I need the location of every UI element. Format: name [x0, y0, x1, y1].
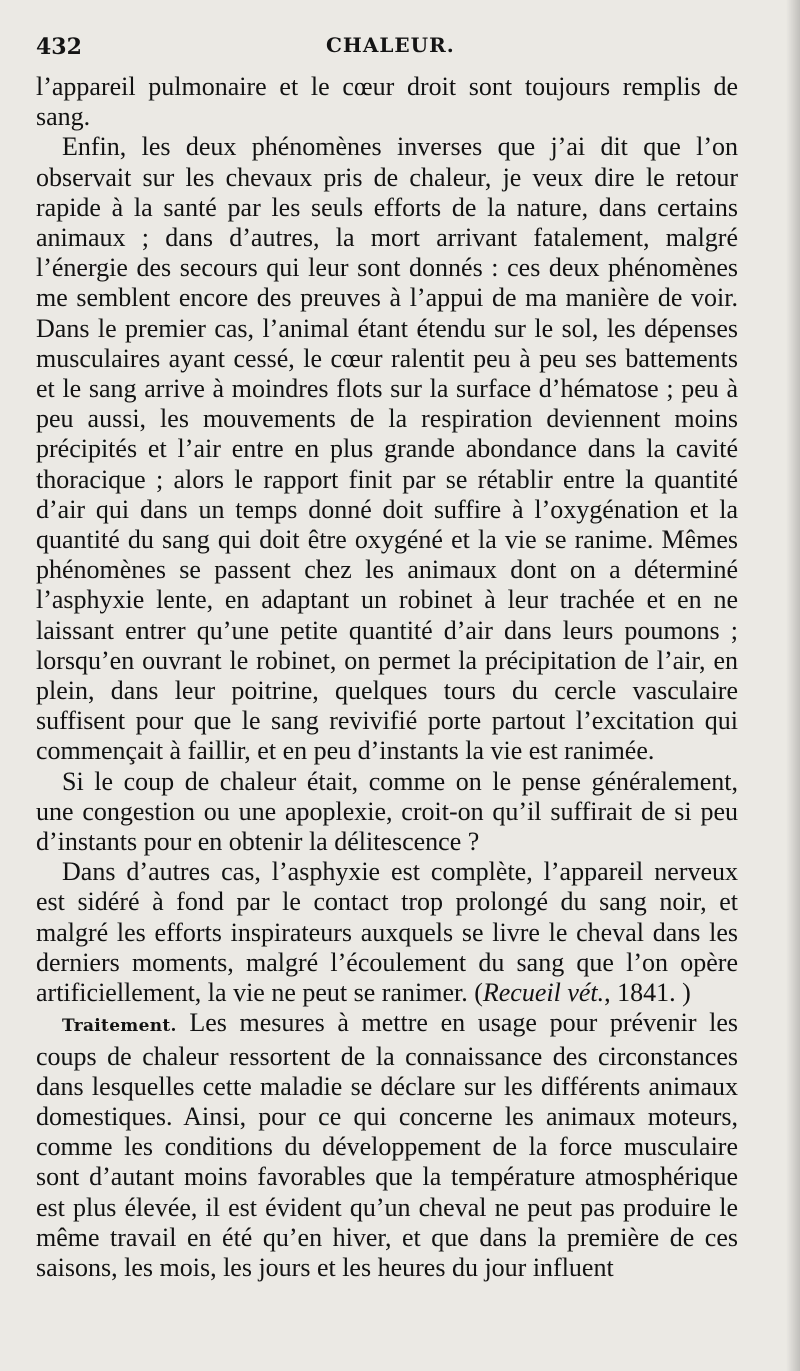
running-title: CHALEUR.	[326, 33, 455, 57]
paragraph-asphyxie	[36, 857, 738, 1008]
section-label-traitement: Traitement.	[62, 1016, 177, 1037]
paragraph-enfin: Enfin, les deux phénomènes inverses que j’ai dit que l’on observait sur les chevaux pris de chaleur, je veux dire le retour rapide à la santé par les seuls efforts de la nature, dans certains animaux ; dans d’autres, la mort arrivant fatalement, malgré l’énergie des secours qui leur sont donnés : ces deux phénomènes me semblent encore des preuves à l’appui de ma manière de voir. Dans le premier cas, l’animal étant étendu sur le sol, les dépenses musculaires ayant cessé, le cœur ralentit peu à peu ses battements et le sang arrive à moindres flots sur la surface d’hématose ; peu à peu aussi, les mouvements de la respiration deviennent moins précipités et l’air entre en plus grande abondance dans la cavité thoracique ; alors le rapport finit par se rétablir entre la quantité d’air qui dans un temps donné doit suffire à l’oxygénation et la quantité du sang qui doit être oxygéné et la vie se ranime. Mêmes phénomènes se passent chez les animaux dont on a déterminé l’asphyxie lente, en adaptant un robinet à leur trachée et en ne laissant entrer qu’une petite quantité d’air dans leurs poumons ; lorsqu’en ouvrant le robinet, on permet la précipitation de l’air, en plein, dans leur poitrine, quelques tours du cercle vasculaire suffisent pour que le sang revivifié porte partout l’excitation qui commençait à faillir, et en peu d’instants la vie est ranimée.	[36, 132, 738, 766]
paragraph-traitement	[36, 1008, 738, 1283]
citation-recueil: Recueil vét.	[482, 978, 605, 1008]
paragraph-continuation: l’appareil pulmonaire et le cœur droit sont toujours remplis de sang.	[36, 72, 738, 132]
page-header	[36, 30, 736, 70]
paragraph-asphyxie-text: Dans d’autres cas, l’asphyxie est complète, l’appareil nerveux est sidéré à fond par le contact trop prolongé du sang noir, et malgré les efforts inspirateurs auxquels se livre le cheval dans les derniers moments, malgré l’écoulement du sang que l’on opère artificiellement, la vie ne peut se ranimer. (	[36, 857, 738, 1008]
paragraph-coup-de-chaleur: Si le coup de chaleur était, comme on le pense généralement, une congestion ou une apoplexie, croit-on qu’il suffirait de si peu d’instants pour en obtenir la délitescence ?	[36, 766, 738, 857]
citation-year: , 1841. )	[604, 978, 691, 1008]
body-text	[36, 72, 738, 1283]
page-number: 432	[36, 34, 82, 60]
paragraph-traitement-text: Les mesures à mettre en usage pour prévenir les coups de chaleur ressortent de la connaissance des circonstances dans lesquelles cette maladie se déclare sur les différents animaux domestiques. Ainsi, pour ce qui concerne les animaux moteurs, comme les conditions du développement de la force musculaire sont d’autant moins favorables que la température atmosphérique est plus élevée, il est évident qu’un cheval ne peut pas produire le même travail en été qu’en hiver, et que dans la première de ces saisons, les mois, les jours et les heures du jour influent	[36, 1008, 738, 1282]
page-edge-shadow	[786, 0, 800, 1371]
